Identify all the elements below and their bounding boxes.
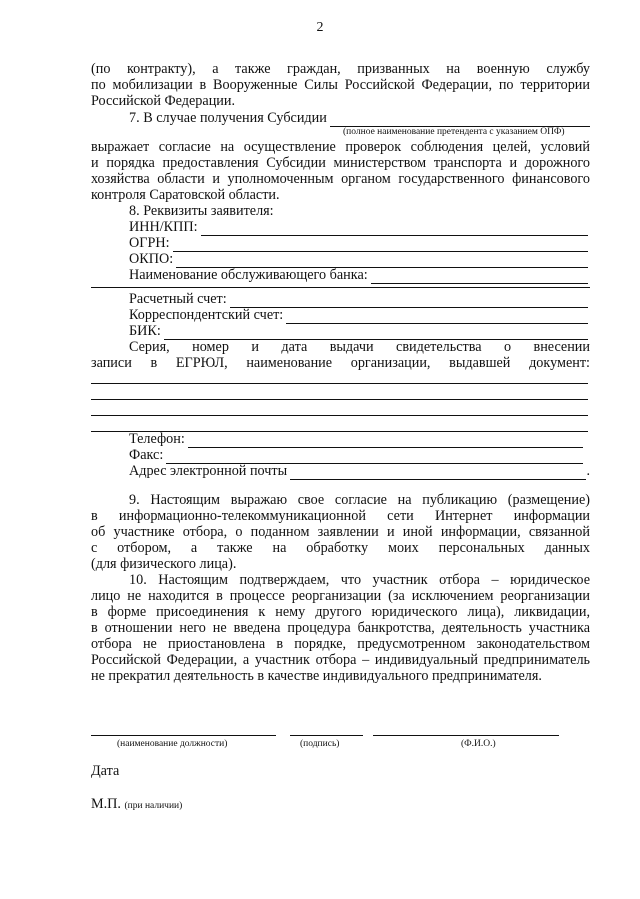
ogrn-field[interactable] — [173, 239, 588, 252]
intro-line-2: по мобилизации в Вооруженные Силы Российской Федерации, по территории — [91, 77, 590, 93]
phone-label: Телефон: — [129, 431, 185, 447]
bank-field-continuation[interactable] — [91, 287, 590, 288]
position-caption: (наименование должности) — [117, 739, 228, 749]
section7-line-1: выражает согласие на осуществление проверок соблюдения целей, условий — [91, 139, 590, 155]
bank-row — [129, 268, 588, 284]
series-line-1: Серия, номер и дата выдачи свидетельства о внесении — [129, 339, 590, 355]
phone-row — [129, 432, 583, 448]
section10-line-5: отбора не приостановлена в порядке, предусмотренном законодательством — [91, 636, 590, 652]
email-label: Адрес электронной почты — [129, 463, 288, 479]
bik-label: БИК: — [129, 323, 161, 339]
section7-line-4: контроля Саратовской области. — [91, 187, 280, 203]
section7-caption: (полное наименование претендента с указанием ОПФ) — [343, 127, 565, 137]
section10-line-3: в форме присоединения к нему другого юридического лица), ликвидации, — [91, 604, 590, 620]
bik-field[interactable] — [164, 327, 588, 340]
bank-label: Наименование обслуживающего банка: — [129, 267, 368, 283]
intro-line-1: (по контракту), а также граждан, призванных на военную службу — [91, 61, 590, 77]
email-field[interactable] — [290, 467, 586, 480]
bank-field[interactable] — [371, 271, 588, 284]
section7-line-2: и порядка предоставления Субсидии министерством транспорта и дорожного — [91, 155, 590, 171]
account-field[interactable] — [230, 295, 588, 308]
okpo-field[interactable] — [176, 255, 588, 268]
section7-head-line — [129, 111, 590, 127]
email-row — [129, 464, 590, 480]
section9-line-2: в информационно-телекоммуникационной сети Интернет информации — [91, 508, 590, 524]
account-label: Расчетный счет: — [129, 291, 227, 307]
signature-caption: (подпись) — [300, 739, 340, 749]
signature-field[interactable] — [290, 735, 363, 736]
full-name-caption: (Ф.И.О.) — [461, 739, 496, 749]
fax-row — [129, 448, 583, 464]
stamp-note: (при наличии) — [124, 801, 183, 811]
section10-line-4: в отношении него не введена процедура банкротства, деятельность участника — [91, 620, 590, 636]
inn-label: ИНН/КПП: — [129, 219, 198, 235]
section10-line-1: 10. Настоящим подтверждаем, что участник отбора – юридическое — [129, 572, 590, 588]
section9-line-1: 9. Настоящим выражаю свое согласие на публикацию (размещение) — [129, 492, 590, 508]
corr-account-label: Корреспондентский счет: — [129, 307, 284, 323]
inn-row — [129, 220, 588, 236]
okpo-label: ОКПО: — [129, 251, 174, 267]
ogrn-row — [129, 236, 588, 252]
applicant-name-field[interactable] — [330, 114, 590, 127]
section10-line-7: не прекратил деятельность в качестве индивидуального предпринимателя. — [91, 668, 542, 684]
okpo-row — [129, 252, 588, 268]
bik-row — [129, 324, 588, 340]
inn-field[interactable] — [201, 223, 588, 236]
page-number: 2 — [316, 20, 324, 35]
section9-line-4: с отбором, а также на обработку моих персональных данных — [91, 540, 590, 556]
registration-field-line-2[interactable] — [91, 399, 588, 400]
series-line-2: записи в ЕГРЮЛ, наименование организации, выдавшей документ: — [91, 355, 590, 371]
intro-line-3: Российской Федерации. — [91, 93, 236, 109]
full-name-field[interactable] — [373, 735, 559, 736]
phone-field[interactable] — [188, 435, 583, 448]
section10-line-2: лицо не находится в процессе реорганизации (за исключением реорганизации — [91, 588, 590, 604]
fax-label: Факс: — [129, 447, 164, 463]
corr-account-field[interactable] — [286, 311, 588, 324]
corr-account-row — [129, 308, 588, 324]
registration-field-line-1[interactable] — [91, 383, 588, 384]
section9-line-3: об участнике отбора, о поданном заявлении и иной информации, связанной — [91, 524, 590, 540]
date-label: Дата — [91, 763, 120, 779]
position-field[interactable] — [91, 735, 276, 736]
stamp-line — [91, 797, 182, 813]
registration-field-line-3[interactable] — [91, 415, 588, 416]
ogrn-label: ОГРН: — [129, 235, 170, 251]
account-row — [129, 292, 588, 308]
section7-line-3: хозяйства области и уполномоченным органом государственного финансового — [91, 171, 590, 187]
section9-line-5: (для физического лица). — [91, 556, 237, 572]
stamp-label: М.П. — [91, 796, 121, 812]
fax-field[interactable] — [166, 451, 583, 464]
email-end: . — [586, 463, 590, 479]
section8-head: 8. Реквизиты заявителя: — [129, 203, 274, 219]
section7-head: 7. В случае получения Субсидии — [129, 110, 327, 126]
section10-line-6: Российской Федерации, а участник отбора – индивидуальный предприниматель — [91, 652, 590, 668]
